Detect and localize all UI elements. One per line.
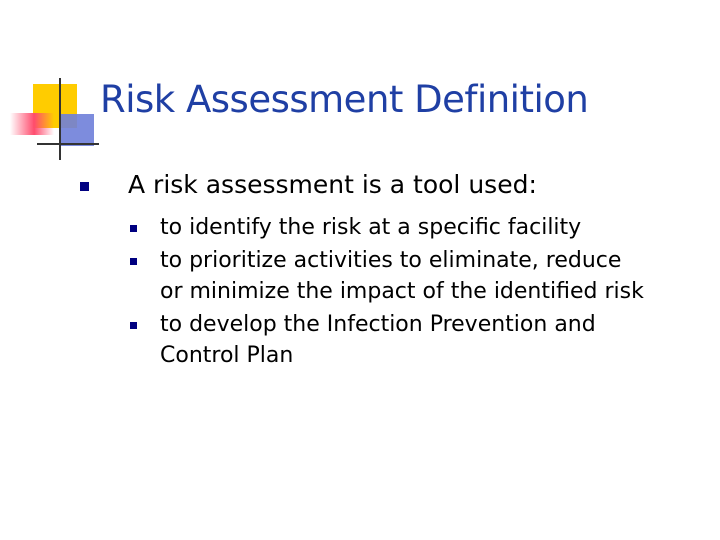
square-bullet-icon [80,182,89,191]
sub-bullet-item [76,212,706,243]
square-bullet-icon [130,225,137,232]
logo-horizontal-line [37,143,99,145]
bullet-item [76,168,706,202]
logo-red-bar [10,113,54,135]
sub-bullet-text-line1: to develop the Infection Prevention and [160,312,596,337]
logo-vertical-line [59,78,61,160]
sub-bullet-item [76,309,706,371]
slide-title: Risk Assessment Definition [100,78,589,121]
slide-content [76,168,706,373]
sub-bullet-list [76,212,706,371]
sub-bullet-text-line1: to identify the risk at a specific facility [160,215,582,240]
logo-blue-square [60,114,94,146]
square-bullet-icon [130,258,137,265]
sub-bullet-text-line2: Control Plan [160,343,294,368]
slide-logo-icon [0,0,110,170]
square-bullet-icon [130,322,137,329]
sub-bullet-item [76,245,706,307]
bullet-text: A risk assessment is a tool used: [128,170,537,199]
sub-bullet-text-line2: or minimize the impact of the identified risk [160,279,644,304]
sub-bullet-text-line1: to prioritize activities to eliminate, reduce [160,248,622,273]
